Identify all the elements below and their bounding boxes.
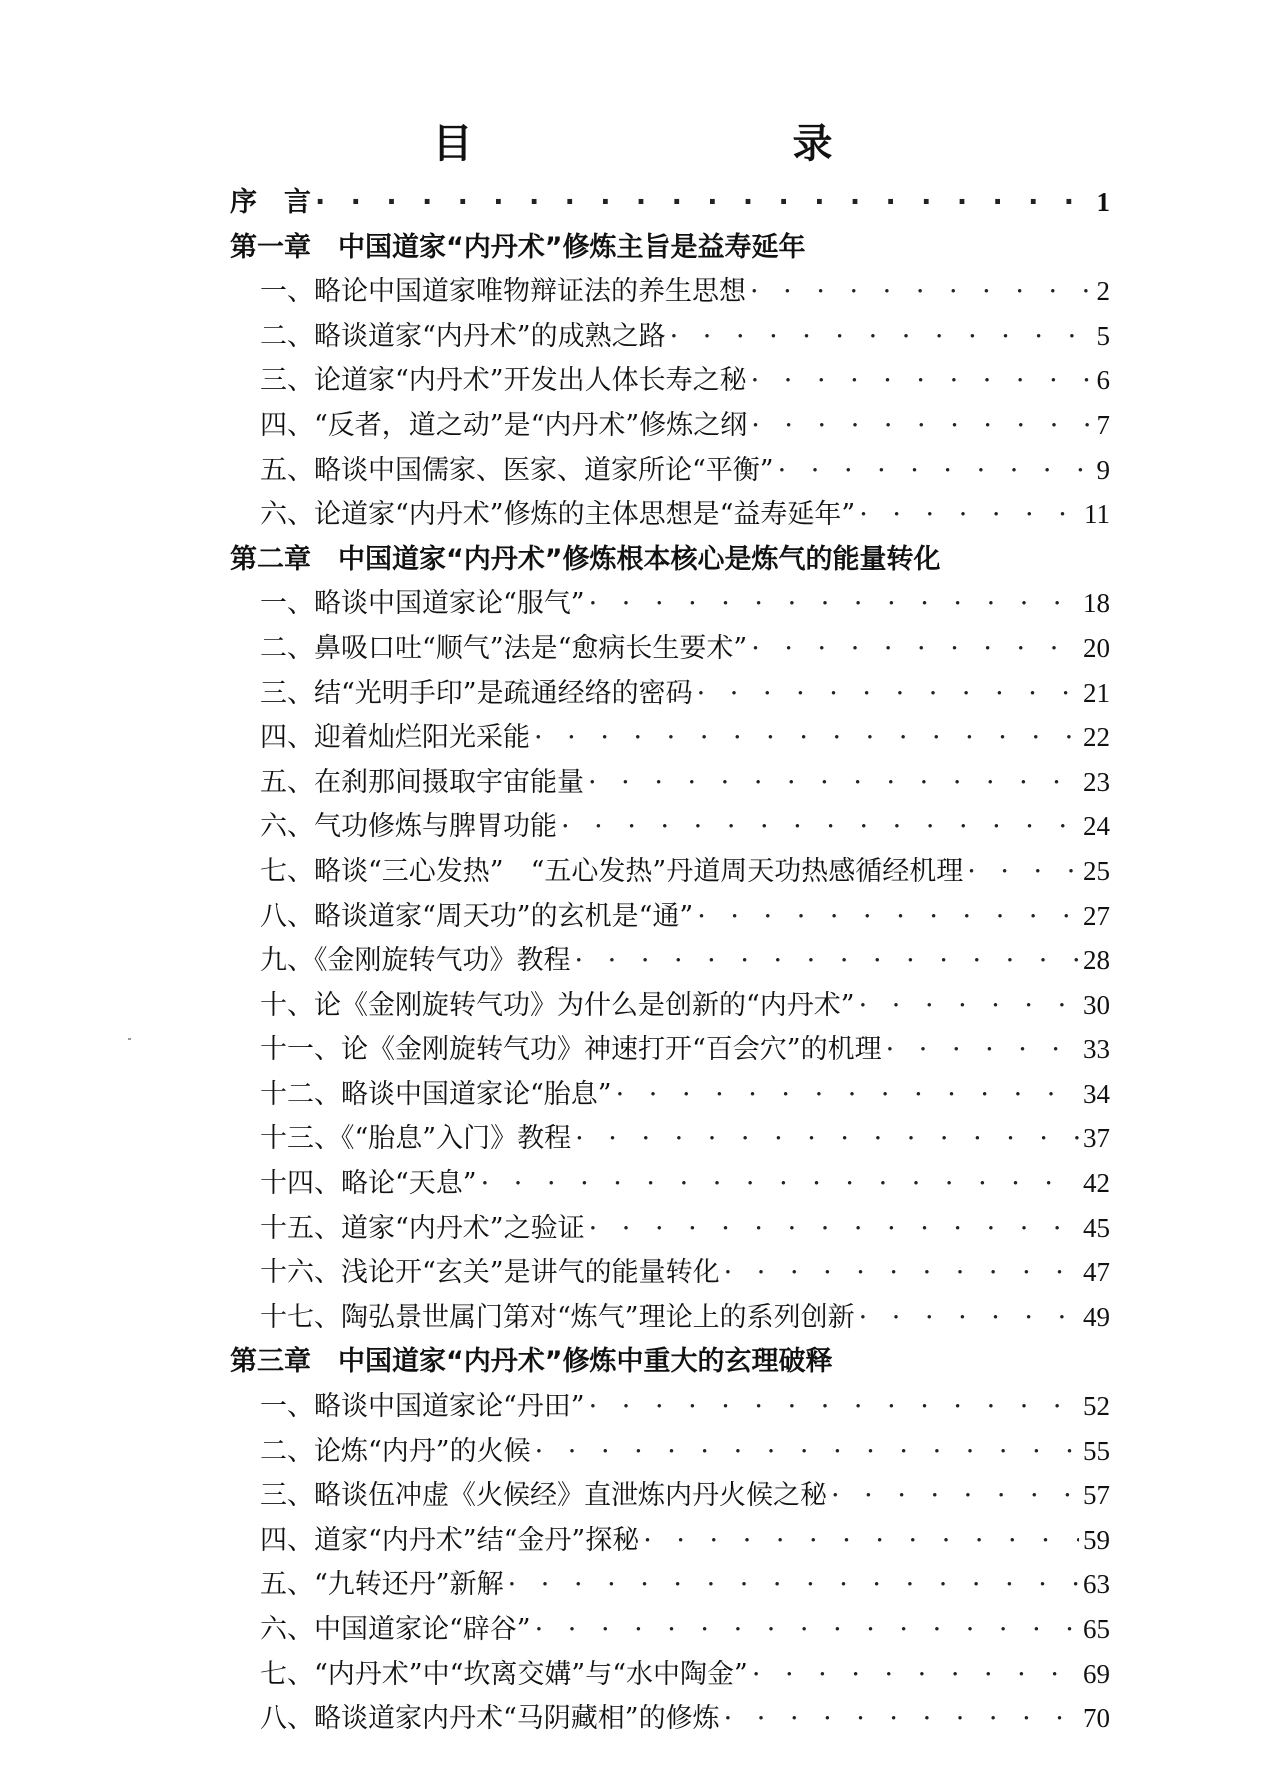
toc-entry-label: 第一章 中国道家“内丹术”修炼主旨是益寿延年 — [230, 231, 806, 263]
toc-entry-label: 六、气功修炼与脾胃功能 — [260, 811, 557, 843]
dot-leader — [859, 499, 1080, 530]
scan-speck — [128, 1038, 131, 1040]
toc-entry-label: 五、略谈中国儒家、医家、道家所论“平衡” — [260, 454, 774, 486]
toc-entry-label: 四、道家“内丹术”结“金丹”探秘 — [260, 1524, 640, 1556]
toc-page-number: 18 — [1083, 588, 1110, 619]
toc-entry — [230, 358, 1110, 403]
toc-entry — [230, 1607, 1110, 1652]
dot-leader — [589, 1213, 1079, 1244]
toc-page-number: 59 — [1083, 1524, 1110, 1555]
dot-leader — [575, 1123, 1079, 1154]
toc-page-number: 69 — [1083, 1658, 1110, 1689]
toc-page-number: 57 — [1083, 1480, 1110, 1511]
toc-page-number: 1 — [1096, 187, 1110, 217]
toc-entry-label: 六、论道家“内丹术”修炼的主体思想是“益寿延年” — [260, 499, 856, 531]
toc-page-number: 47 — [1083, 1257, 1110, 1288]
toc-page-number: 2 — [1096, 276, 1110, 307]
toc-page-number: 65 — [1083, 1614, 1110, 1644]
toc-entry — [230, 1518, 1110, 1563]
dot-leader — [575, 945, 1080, 976]
dot-leader — [886, 1034, 1079, 1065]
toc-entry — [230, 1696, 1110, 1741]
toc-entry — [230, 1473, 1110, 1518]
toc-page-number: 7 — [1096, 409, 1110, 440]
toc-entry-label: 十四、略论“天息” — [260, 1168, 477, 1200]
toc-page-number: 28 — [1083, 945, 1110, 976]
toc-page-number: 24 — [1083, 811, 1110, 842]
toc-entry-label: 三、略谈伍冲虚《火候经》直泄炼内丹火候之秘 — [260, 1480, 827, 1512]
toc-entry — [230, 715, 1110, 760]
toc-entry-label: 二、鼻吸口吐“顺气”法是“愈病长生要术” — [260, 632, 748, 664]
toc-entry-label: 五、“九转还丹”新解 — [260, 1569, 504, 1601]
toc-page-number: 49 — [1083, 1301, 1110, 1332]
toc-entry-label: 十、论《金刚旋转气功》为什么是创新的“内丹术” — [260, 989, 855, 1021]
toc-entry-label: 一、略谈中国道家论“丹田” — [260, 1391, 585, 1423]
dot-leader — [589, 1391, 1079, 1422]
toc-entry-label: 四、“反者，道之动”是“内丹术”修炼之纲 — [260, 409, 748, 441]
toc-entry-label: 第二章 中国道家“内丹术”修炼根本核心是炼气的能量转化 — [230, 543, 941, 575]
toc-entry — [230, 894, 1110, 939]
toc-entry-label: 六、中国道家论“辟谷” — [260, 1614, 531, 1645]
toc-page-number: 20 — [1083, 632, 1110, 663]
dot-leader — [697, 678, 1079, 709]
toc-page-number: 33 — [1083, 1034, 1110, 1065]
toc-entry-label: 十六、浅论开“玄关”是讲气的能量转化 — [260, 1257, 720, 1289]
toc-page-number: 42 — [1083, 1168, 1110, 1199]
dot-leader — [508, 1569, 1079, 1600]
dot-leader — [481, 1168, 1079, 1199]
toc-chapter-heading — [230, 1339, 1110, 1384]
toc-entry — [230, 671, 1110, 716]
toc-page-number: 21 — [1083, 677, 1110, 708]
dot-leader — [724, 1703, 1079, 1734]
toc-page-number: 52 — [1083, 1391, 1110, 1422]
dot-leader — [831, 1480, 1079, 1511]
toc-entry — [230, 492, 1110, 537]
toc-page-number: 6 — [1096, 365, 1110, 396]
dot-leader — [670, 321, 1093, 352]
toc-entry — [230, 1116, 1110, 1161]
toc-entry-label: 十二、略谈中国道家论“胎息” — [260, 1078, 612, 1110]
toc-entry — [230, 938, 1110, 983]
dot-leader — [859, 1302, 1079, 1333]
dot-leader — [535, 1436, 1079, 1467]
toc-entry — [230, 1161, 1110, 1206]
toc-entry — [230, 1429, 1110, 1474]
toc-entry-label: 一、略谈中国道家论“服气” — [260, 588, 585, 620]
toc-entry — [230, 403, 1110, 448]
toc-preface-entry — [230, 180, 1110, 225]
toc-entry-label: 三、论道家“内丹术”开发出人体长寿之秘 — [260, 365, 747, 397]
toc-entry — [230, 1295, 1110, 1340]
toc-entry — [230, 849, 1110, 894]
toc-page-number: 45 — [1083, 1212, 1110, 1243]
dot-leader — [751, 633, 1079, 664]
toc-entry-label: 十五、道家“内丹术”之验证 — [260, 1212, 585, 1244]
page-title: 目 录 — [432, 121, 973, 167]
toc-page-number: 23 — [1083, 766, 1110, 797]
dot-leader — [967, 856, 1079, 887]
toc-entry — [230, 983, 1110, 1028]
dot-leader — [588, 767, 1079, 798]
toc-entry-label: 九、《金刚旋转气功》教程 — [260, 945, 571, 977]
toc-page-number: 55 — [1083, 1435, 1110, 1466]
toc-entry — [230, 269, 1110, 314]
dot-leader — [589, 588, 1079, 619]
toc-entry — [230, 314, 1110, 359]
toc-entry-label: 四、迎着灿烂阳光采能 — [260, 722, 530, 754]
dot-leader — [697, 901, 1079, 932]
toc-entry — [230, 804, 1110, 849]
toc-chapter-heading — [230, 225, 1110, 270]
toc-entry-label: 二、论炼“内丹”的火候 — [260, 1435, 531, 1467]
toc-entry — [230, 1652, 1110, 1697]
toc-entry-label: 五、在刹那间摄取宇宙能量 — [260, 766, 584, 798]
toc-entry-label: 二、略谈道家“内丹术”的成熟之路 — [260, 320, 666, 352]
toc-page-number: 5 — [1096, 320, 1110, 351]
toc-entry — [230, 1250, 1110, 1295]
dot-leader — [643, 1525, 1079, 1556]
toc-page-number: 63 — [1083, 1569, 1110, 1600]
dot-leader — [724, 1257, 1079, 1288]
toc-entry-label: 一、略论中国道家唯物辩证法的养生思想 — [260, 276, 746, 308]
dot-leader — [315, 187, 1093, 218]
dot-leader — [752, 1659, 1079, 1690]
dot-leader — [561, 811, 1079, 842]
toc-entry-label: 三、结“光明手印”是疏通经络的密码 — [260, 677, 693, 709]
dot-leader — [778, 455, 1093, 486]
toc-entry-label: 第三章 中国道家“内丹术”修炼中重大的玄理破释 — [230, 1346, 833, 1378]
toc-page-number: 34 — [1083, 1078, 1110, 1109]
toc-entry-label: 十一、论《金刚旋转气功》神速打开“百会穴”的机理 — [260, 1034, 882, 1066]
toc-entry — [230, 1072, 1110, 1117]
table-of-contents — [230, 180, 1110, 1741]
toc-entry-label: 八、略谈道家“周天功”的玄机是“通” — [260, 900, 694, 932]
toc-entry — [230, 626, 1110, 671]
toc-entry — [230, 581, 1110, 626]
toc-page-number: 25 — [1083, 855, 1110, 886]
toc-page-number: 11 — [1084, 499, 1110, 530]
dot-leader — [750, 276, 1093, 307]
toc-entry-label: 七、略谈“三心发热” “五心发热”丹道周天功热感循经机理 — [260, 855, 964, 887]
dot-leader — [534, 722, 1079, 753]
toc-page-number: 9 — [1096, 454, 1110, 485]
toc-entry — [230, 1562, 1110, 1607]
toc-page-number: 30 — [1083, 989, 1110, 1020]
toc-entry-label: 七、“内丹术”中“坎离交媾”与“水中陶金” — [260, 1658, 748, 1690]
toc-entry-label: 十三、《“胎息”入门》教程 — [260, 1123, 572, 1155]
dot-leader — [751, 410, 1092, 441]
toc-entry — [230, 760, 1110, 805]
dot-leader — [616, 1079, 1079, 1110]
toc-entry-label: 八、略谈道家内丹术“马阴藏相”的修炼 — [260, 1703, 720, 1735]
toc-entry-label: 十七、陶弘景世属门第对“炼气”理论上的系列创新 — [260, 1301, 855, 1333]
toc-entry — [230, 1206, 1110, 1251]
dot-leader — [751, 365, 1093, 396]
dot-leader — [859, 990, 1079, 1021]
toc-page-number: 70 — [1083, 1703, 1110, 1734]
toc-page-number: 22 — [1083, 722, 1110, 753]
toc-page-number: 37 — [1083, 1123, 1110, 1154]
dot-leader — [535, 1614, 1079, 1645]
toc-entry — [230, 448, 1110, 493]
toc-entry-label: 序 言 — [230, 187, 311, 218]
toc-chapter-heading — [230, 537, 1110, 582]
toc-page-number: 27 — [1083, 900, 1110, 931]
toc-entry — [230, 1027, 1110, 1072]
toc-entry — [230, 1384, 1110, 1429]
